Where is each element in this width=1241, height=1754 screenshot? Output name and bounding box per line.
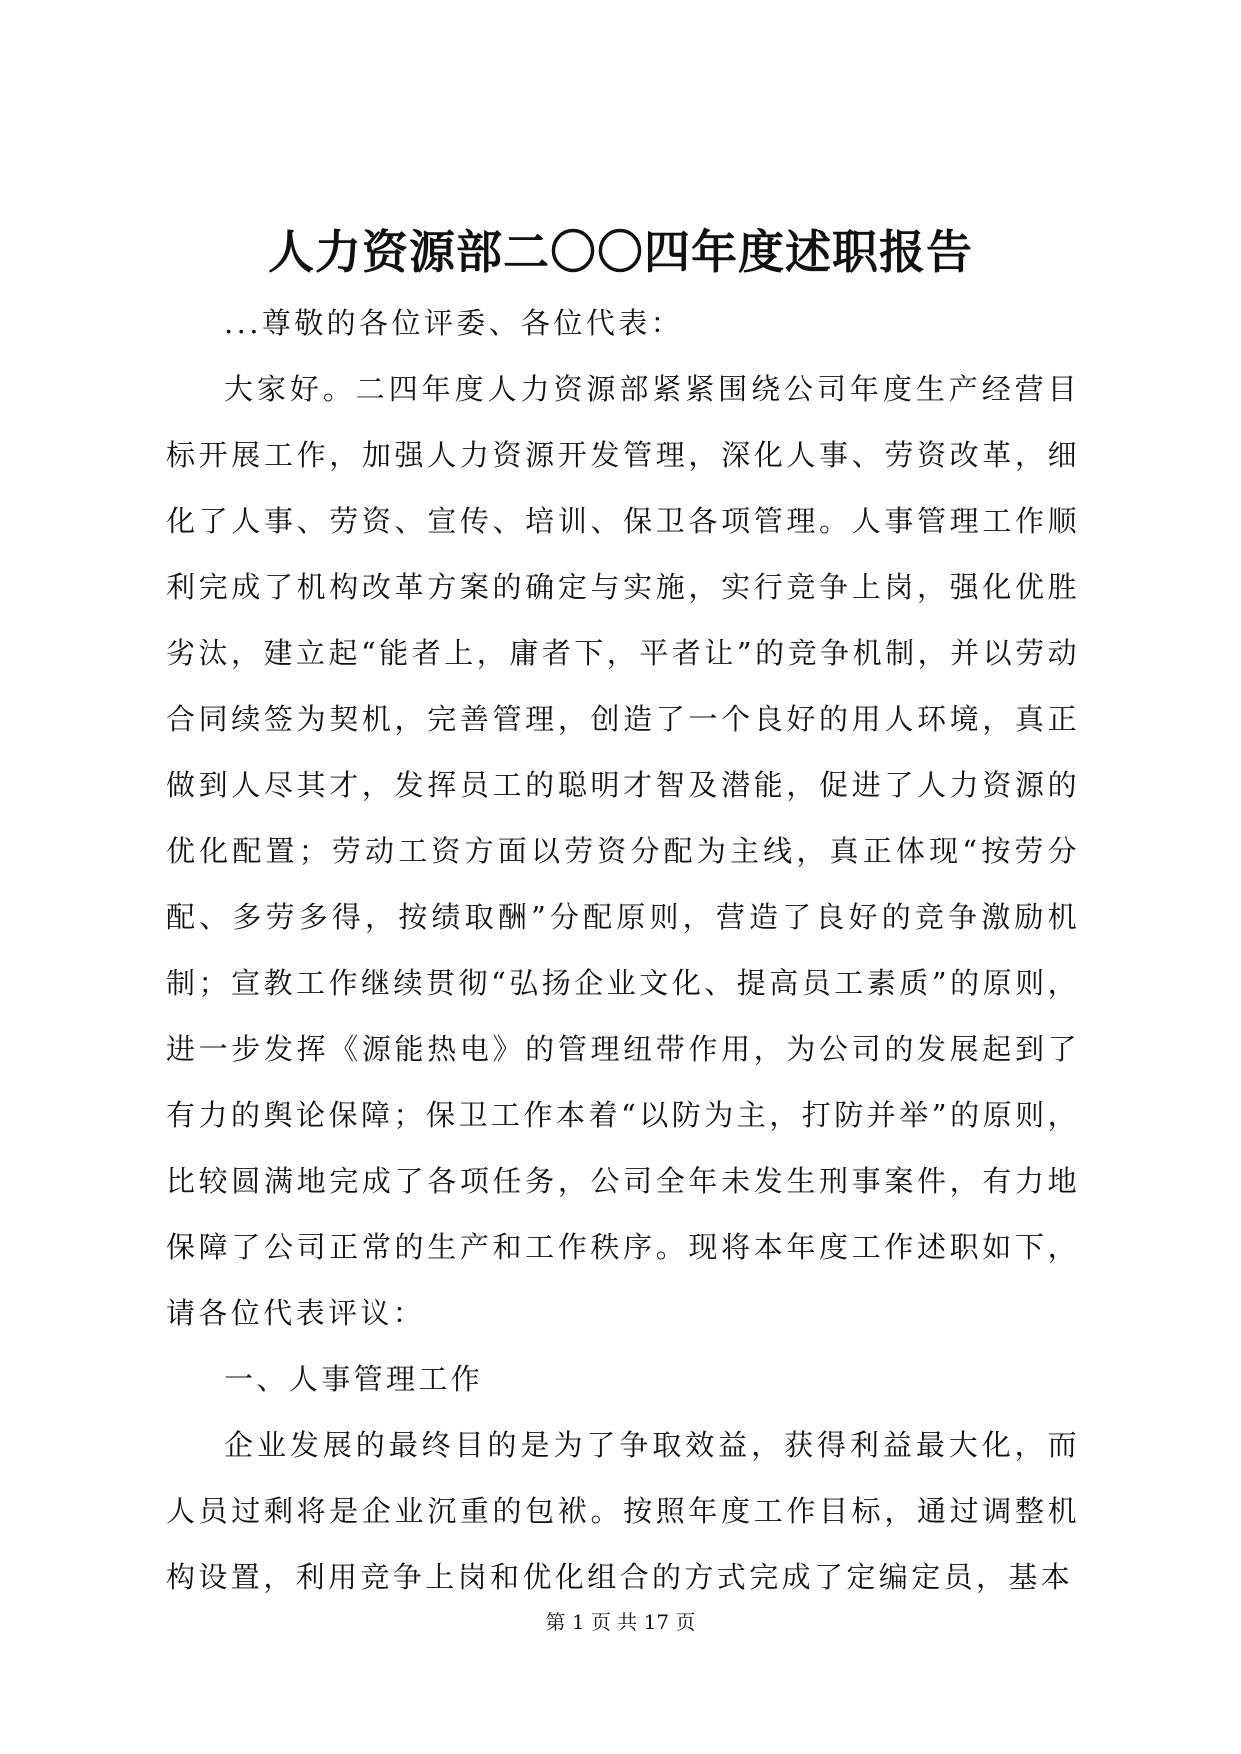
body-paragraph: 大家好。二四年度人力资源部紧紧围绕公司年度生产经营目标开展工作，加强人力资源开发管理，深化人事、劳资改革，细化了人事、劳资、宣传、培训、保卫各项管理。人事管理工作顺利完成了机构改革方案的确定与实施，实行竞争上岗，强化优胜劣汰，建立起“能者上，庸者下，平者让”的竞争机制，并以劳动合同续签为契机，完善管理，创造了一个良好的用人环境，真正做到人尽其才，发挥员工的聪明才智及潜能，促进了人力资源的优化配置；劳动工资方面以劳资分配为主线，真正体现“按劳分配、多劳多得，按绩取酬”分配原则，营造了良好的竞争激励机制；宣教工作继续贯彻“弘扬企业文化、提高员工素质”的原则，进一步发挥《源能热电》的管理纽带作用，为公司的发展起到了有力的舆论保障；保卫工作本着“以防为主，打防并举”的原则，比较圆满地完成了各项任务，公司全年未发生刑事案件，有力地保障了公司正常的生产和工作秩序。现将本年度工作述职如下，请各位代表评议：	[166, 372, 1080, 1330]
document-title: 人力资源部二〇〇四年度述职报告	[268, 225, 973, 279]
salutation-paragraph: ...尊敬的各位评委、各位代表：	[224, 306, 684, 340]
section-heading: 一、人事管理工作	[224, 1362, 484, 1396]
document-body	[166, 290, 1080, 1610]
page-footer: 第 1 页 共 17 页	[545, 1610, 696, 1634]
body-paragraph: 企业发展的最终目的是为了争取效益，获得利益最大化，而人员过剩将是企业沉重的包袱。按照年度工作目标，通过调整机构设置，利用竞争上岗和优化组合的方式完成了定编定员，基本	[166, 1428, 1080, 1594]
